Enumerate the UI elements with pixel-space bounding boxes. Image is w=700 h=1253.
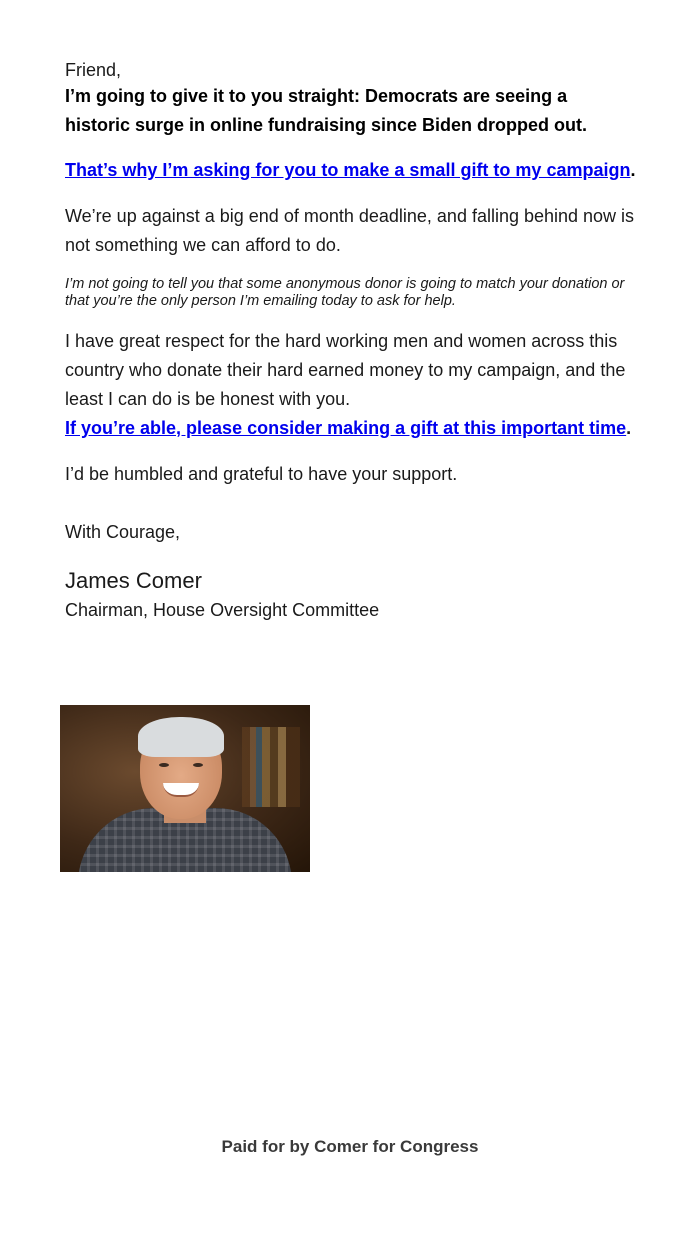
donate-cta-paragraph-2 (65, 414, 637, 443)
signoff: With Courage, (65, 522, 181, 542)
greeting: Friend, (65, 60, 122, 80)
donate-link-important-time[interactable]: If you’re able, please consider making a gift at this important time (65, 418, 627, 438)
cta-period: . (630, 160, 636, 180)
left-eye (159, 763, 169, 767)
cta-period: . (626, 418, 632, 438)
donate-link-small-gift[interactable]: That’s why I’m asking for you to make a small gift to my campaign (65, 160, 631, 180)
signer-title: Chairman, House Oversight Committee (65, 600, 380, 620)
deadline-paragraph: We’re up against a big end of month deadline, and falling behind now is not something we can afford to do. (65, 206, 635, 255)
humbled-paragraph: I’d be humbled and grateful to have your support. (65, 464, 458, 484)
respect-paragraph: I have great respect for the hard working men and women across this country who donate their hard earned money to my campaign, and the least I can do is be honest with you. (65, 331, 626, 409)
signer-portrait-photo (60, 705, 310, 872)
signer-name: James Comer (65, 568, 202, 593)
right-eye (193, 763, 203, 767)
email-body (65, 58, 637, 624)
honesty-note: I’m not going to tell you that some anonymous donor is going to match your donation or that you’re the only person I’m emailing today to ask for help. (65, 276, 625, 309)
gray-hair (138, 717, 224, 757)
paid-for-disclaimer: Paid for by Comer for Congress (221, 1137, 479, 1156)
bookshelf-background (242, 727, 300, 807)
lead-paragraph: I’m going to give it to you straight: Democrats are seeing a historic surge in online fundraising since Biden dropped out. (65, 86, 588, 135)
donate-cta-paragraph (65, 156, 637, 185)
